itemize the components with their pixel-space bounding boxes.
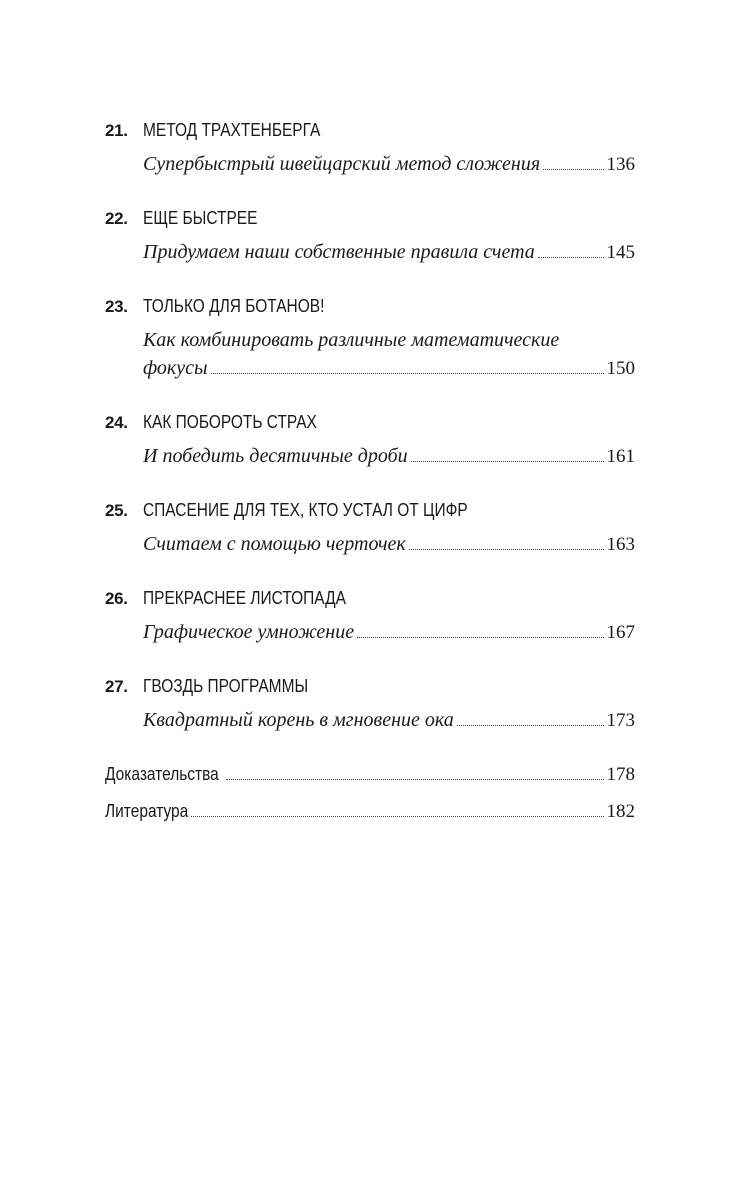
backmatter-item xyxy=(105,801,635,838)
chapter-number: 26. xyxy=(105,589,128,608)
page-number: 173 xyxy=(606,710,635,731)
chapter-list xyxy=(105,120,635,735)
toc-chapter xyxy=(105,412,635,471)
toc-chapter xyxy=(105,676,635,735)
page-number: 182 xyxy=(606,801,635,822)
subtitle-leader-line xyxy=(143,618,635,647)
subtitle-text: И победить десятичные дроби xyxy=(143,445,408,467)
chapter-subtitle xyxy=(143,618,635,647)
dot-leader xyxy=(543,169,603,170)
dot-leader xyxy=(226,779,603,780)
backmatter-title: Доказательства xyxy=(105,764,219,784)
dot-leader xyxy=(409,549,604,550)
subtitle-text: фокусы xyxy=(143,357,208,379)
chapter-title: ЕЩЕ БЫСТРЕЕ xyxy=(143,208,258,228)
chapter-title: ТОЛЬКО ДЛЯ БОТАНОВ! xyxy=(143,296,325,316)
subtitle-leader-line xyxy=(143,706,635,735)
toc-chapter xyxy=(105,296,635,383)
dot-leader xyxy=(211,373,604,374)
chapter-number: 23. xyxy=(105,297,128,316)
chapter-subtitle xyxy=(143,326,635,383)
page-number: 145 xyxy=(606,242,635,263)
subtitle-text: Графическое умножение xyxy=(143,621,355,643)
toc-chapter xyxy=(105,500,635,559)
page-number: 178 xyxy=(606,764,635,785)
dot-leader xyxy=(538,257,604,258)
chapter-heading xyxy=(105,500,635,530)
dot-leader xyxy=(357,637,603,638)
toc-chapter xyxy=(105,588,635,647)
chapter-subtitle xyxy=(143,442,635,471)
chapter-heading xyxy=(105,588,635,618)
subtitle-leader-line xyxy=(143,150,635,179)
dot-leader xyxy=(191,816,604,817)
subtitle-text: Придумаем наши собственные правила счета xyxy=(143,241,535,263)
subtitle-leader-line xyxy=(143,530,635,559)
chapter-number: 27. xyxy=(105,677,128,696)
subtitle-leader-line xyxy=(143,238,635,267)
backmatter-item xyxy=(105,764,635,801)
dot-leader xyxy=(411,461,604,462)
chapter-subtitle xyxy=(143,706,635,735)
chapter-number: 22. xyxy=(105,209,128,228)
chapter-heading xyxy=(105,120,635,150)
toc-chapter xyxy=(105,208,635,267)
page-number: 136 xyxy=(606,154,635,175)
chapter-subtitle xyxy=(143,238,635,267)
backmatter-title: Литература xyxy=(105,801,189,821)
chapter-heading xyxy=(105,412,635,442)
page-number: 150 xyxy=(606,358,635,379)
subtitle-text: Супербыстрый швейцарский метод сложения xyxy=(143,153,541,175)
subtitle-text: Считаем с помощью черточек xyxy=(143,533,406,555)
backmatter-list xyxy=(105,764,635,838)
chapter-title: КАК ПОБОРОТЬ СТРАХ xyxy=(143,412,317,432)
chapter-subtitle xyxy=(143,150,635,179)
chapter-title: МЕТОД ТРАХТЕНБЕРГА xyxy=(143,120,321,140)
chapter-heading xyxy=(105,676,635,706)
table-of-contents xyxy=(105,120,635,838)
toc-chapter xyxy=(105,120,635,179)
subtitle-leader-line xyxy=(143,354,635,383)
chapter-title: ПРЕКРАСНЕЕ ЛИСТОПАДА xyxy=(143,588,346,608)
page-number: 161 xyxy=(606,446,635,467)
dot-leader xyxy=(457,725,604,726)
chapter-heading xyxy=(105,208,635,238)
chapter-number: 24. xyxy=(105,413,128,432)
subtitle-leader-line xyxy=(143,442,635,471)
chapter-heading xyxy=(105,296,635,326)
page-number: 163 xyxy=(606,534,635,555)
chapter-title: СПАСЕНИЕ ДЛЯ ТЕХ, КТО УСТАЛ ОТ ЦИФР xyxy=(143,500,468,520)
subtitle-line: Как комбинировать различные математические xyxy=(143,329,560,351)
page-number: 167 xyxy=(606,622,635,643)
chapter-number: 21. xyxy=(105,121,128,140)
chapter-subtitle xyxy=(143,530,635,559)
chapter-title: ГВОЗДЬ ПРОГРАММЫ xyxy=(143,676,309,696)
subtitle-text: Квадратный корень в мгновение ока xyxy=(143,709,454,731)
chapter-number: 25. xyxy=(105,501,128,520)
